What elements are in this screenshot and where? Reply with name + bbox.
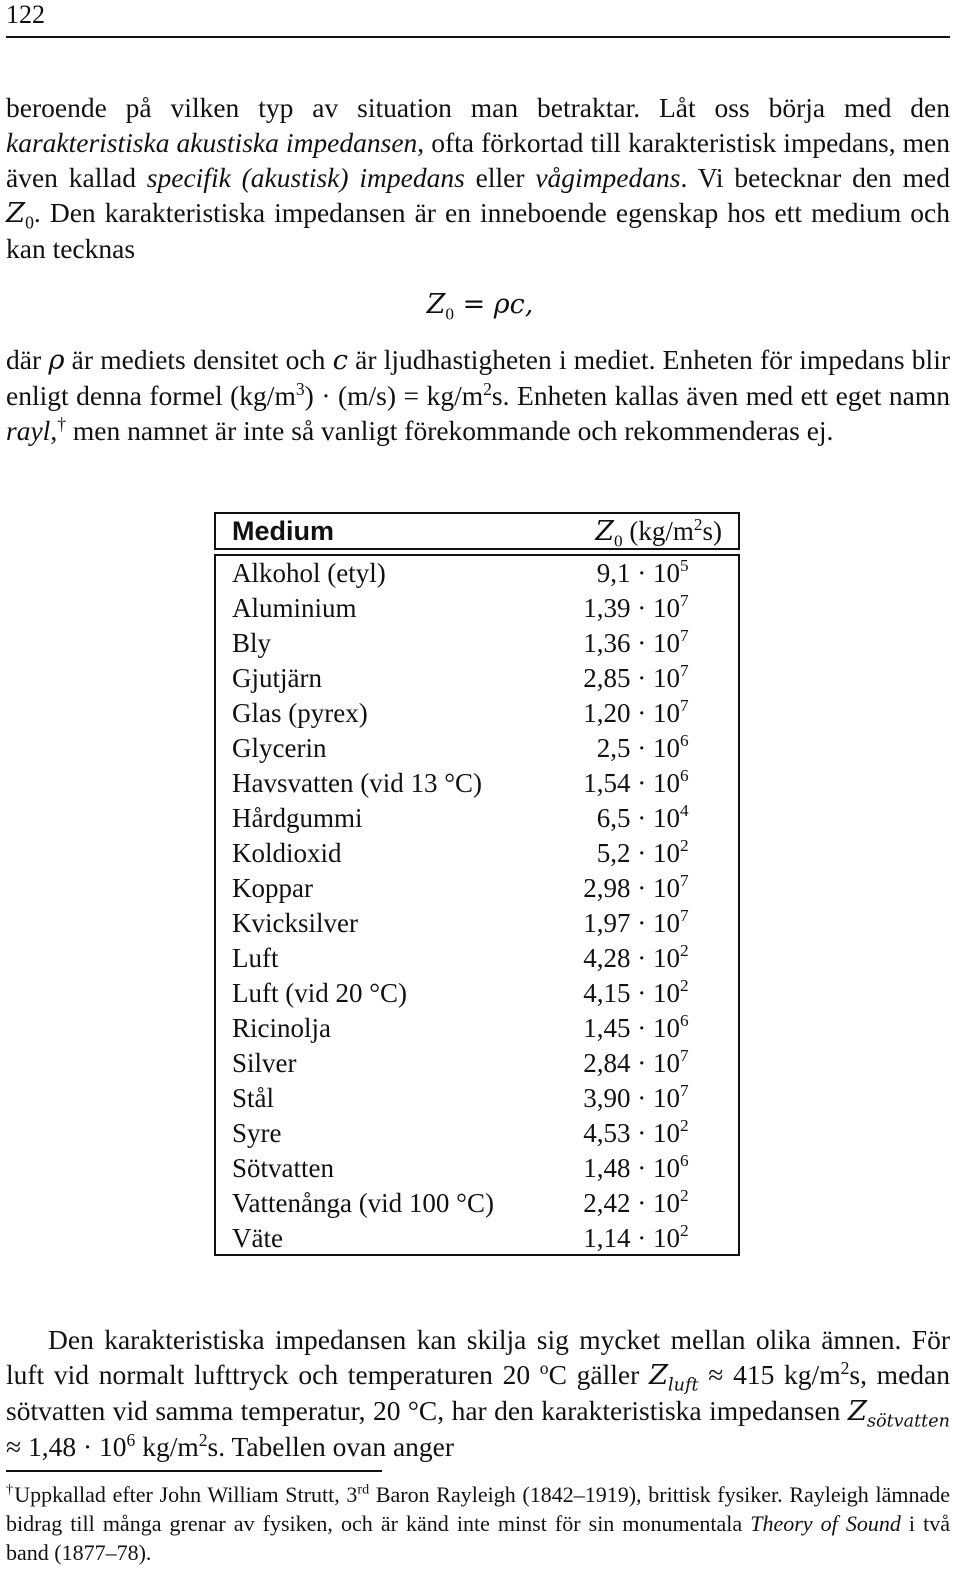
times-ten: · 10 <box>630 1048 680 1078</box>
times-ten: · 10 <box>630 1153 680 1183</box>
superscript: 6 <box>126 1429 136 1450</box>
mantissa: 2,98 <box>583 873 631 903</box>
medium-name: Hårdgummi <box>232 803 363 833</box>
footnote-marker: † <box>6 1481 15 1498</box>
times-ten: · 10 <box>630 838 680 868</box>
impedance-value <box>596 731 689 766</box>
table-row <box>216 836 738 871</box>
header-rule <box>6 36 950 38</box>
exponent: 2 <box>680 836 689 855</box>
footnote-marker[interactable]: † <box>57 413 66 434</box>
mantissa: 1,36 <box>583 628 631 658</box>
impedance-value <box>583 696 689 731</box>
table-header <box>214 512 740 550</box>
impedance-value <box>583 1151 689 1186</box>
exponent: 6 <box>680 766 689 785</box>
exponent: 7 <box>680 906 689 925</box>
math-subscript: 0 <box>613 531 623 551</box>
medium-name: Havsvatten (vid 13 °C) <box>232 768 483 798</box>
exponent: 2 <box>680 1221 689 1240</box>
times-ten: · 10 <box>630 628 680 658</box>
exponent: 7 <box>680 696 689 715</box>
medium-name: Gjutjärn <box>232 663 322 693</box>
math-symbol: Z <box>648 1359 669 1391</box>
table-row <box>216 1151 738 1186</box>
term-emphasis: rayl <box>6 415 51 446</box>
medium-name: Glas (pyrex) <box>232 698 368 728</box>
term-emphasis: specifik (akustisk) impedans <box>146 162 465 193</box>
text: Baron Rayleigh (1842–1919), brittisk fysiker. Rayleigh lämnade bidrag till många grenar av fysiken, och är känd inte minst för sin monumentala <box>6 1482 950 1536</box>
table-row <box>216 591 738 626</box>
text: kg/m <box>135 1431 199 1462</box>
medium-name: Aluminium <box>232 593 357 623</box>
math-subscript: 0 <box>445 304 455 324</box>
exponent: 7 <box>680 626 689 645</box>
table-row <box>216 906 738 941</box>
closing-paragraph <box>6 1322 950 1464</box>
medium-name: Väte <box>232 1223 283 1253</box>
mantissa: 5,2 <box>596 838 631 868</box>
math-symbol: Z <box>426 289 446 320</box>
table-row <box>216 766 738 801</box>
math-subscript: 0 <box>25 212 34 233</box>
book-title: Theory of Sound <box>750 1511 901 1536</box>
impedance-value <box>583 1221 689 1256</box>
medium-name: Koppar <box>232 873 313 903</box>
footnote-rule <box>6 1470 382 1472</box>
times-ten: · 10 <box>630 1083 680 1113</box>
mantissa: 9,1 <box>596 558 631 588</box>
mantissa: 4,53 <box>583 1118 631 1148</box>
impedance-value <box>583 941 689 976</box>
times-ten: · 10 <box>630 1188 680 1218</box>
exponent: 6 <box>680 1011 689 1030</box>
medium-name: Vattenånga (vid 100 °C) <box>232 1188 494 1218</box>
table-row <box>216 1221 738 1256</box>
times-ten: · 10 <box>630 733 680 763</box>
mantissa: 4,28 <box>583 943 631 973</box>
superscript: 3 <box>295 378 305 399</box>
table-row <box>216 871 738 906</box>
medium-name: Koldioxid <box>232 838 342 868</box>
math-symbol: ρ <box>48 344 65 376</box>
times-ten: · 10 <box>630 1223 680 1253</box>
medium-name: Luft (vid 20 °C) <box>232 978 408 1008</box>
medium-name: Kvicksilver <box>232 908 358 938</box>
text: C gäller <box>548 1359 649 1390</box>
unit-text: (kg/m <box>622 516 694 546</box>
mantissa: 1,97 <box>583 908 631 938</box>
column-header-impedance <box>595 514 722 549</box>
text: , ofta förkortad till karakteristisk impedans, men även kallad <box>6 127 950 193</box>
mantissa: 2,85 <box>583 663 631 693</box>
text: är ljudhastigheten i mediet. Enheten för impedans blir enligt denna formel (kg/m <box>6 344 950 411</box>
times-ten: · 10 <box>630 663 680 693</box>
math-subscript: sötvatten <box>866 1411 950 1432</box>
impedance-value <box>583 976 689 1011</box>
medium-name: Alkohol (etyl) <box>232 558 386 588</box>
exponent: 4 <box>680 801 689 820</box>
math-symbol: c <box>332 344 348 376</box>
math-symbol: Z <box>6 197 26 229</box>
superscript: 2 <box>693 515 703 534</box>
text: ≈ 1,48 · 10 <box>6 1431 127 1462</box>
mantissa: 1,14 <box>583 1223 631 1253</box>
exponent: 7 <box>680 1046 689 1065</box>
times-ten: · 10 <box>630 908 680 938</box>
exponent: 2 <box>680 1116 689 1135</box>
medium-name: Stål <box>232 1083 275 1113</box>
medium-name: Luft <box>232 943 279 973</box>
impedance-value <box>583 591 689 626</box>
table-row <box>216 801 738 836</box>
exponent: 2 <box>680 1186 689 1205</box>
exponent: 6 <box>680 1151 689 1170</box>
text: ) · (m/s) = kg/m <box>304 380 484 411</box>
mantissa: 1,20 <box>583 698 631 728</box>
medium-name: Syre <box>232 1118 282 1148</box>
medium-name: Glycerin <box>232 733 327 763</box>
text: s, medan sötvatten vid samma temperatur, 20 °C, har den karakteristiska impedansen <box>6 1359 950 1426</box>
impedance-value <box>583 626 689 661</box>
exponent: 7 <box>680 661 689 680</box>
footnote <box>6 1480 950 1567</box>
exponent: 2 <box>680 976 689 995</box>
exponent: 6 <box>680 731 689 750</box>
term-emphasis: karakteristiska akustiska impedansen <box>6 127 418 158</box>
text: beroende på vilken typ av situation man betraktar. Låt oss börja med den <box>6 92 950 123</box>
mantissa: 2,42 <box>583 1188 631 1218</box>
table-row <box>216 1046 738 1081</box>
table-row <box>216 976 738 1011</box>
impedance-value <box>583 1011 689 1046</box>
medium-name: Sötvatten <box>232 1153 334 1183</box>
times-ten: · 10 <box>630 558 680 588</box>
table-row <box>216 1116 738 1151</box>
times-ten: · 10 <box>630 978 680 1008</box>
equation <box>0 289 960 324</box>
mantissa: 2,84 <box>583 1048 631 1078</box>
mantissa: 1,45 <box>583 1013 631 1043</box>
impedance-value <box>583 871 689 906</box>
mantissa: 4,15 <box>583 978 631 1008</box>
medium-name: Ricinolja <box>232 1013 331 1043</box>
times-ten: · 10 <box>630 1118 680 1148</box>
mantissa: 2,5 <box>596 733 631 763</box>
table-row <box>216 731 738 766</box>
times-ten: · 10 <box>630 593 680 623</box>
table-row <box>216 1081 738 1116</box>
impedance-value <box>583 1046 689 1081</box>
impedance-value <box>583 661 689 696</box>
text: där <box>6 344 49 375</box>
equation-rhs: = ρc, <box>454 289 534 320</box>
impedance-value <box>583 1186 689 1221</box>
impedance-value <box>596 556 689 591</box>
medium-name: Silver <box>232 1048 297 1078</box>
text: . Den karakteristiska impedansen är en inneboende egenskap hos ett medium och kan tecknas <box>6 197 950 264</box>
times-ten: · 10 <box>630 1013 680 1043</box>
definition-paragraph <box>6 342 950 448</box>
table-row <box>216 661 738 696</box>
math-symbol: Z <box>595 516 614 547</box>
table-row <box>216 1186 738 1221</box>
times-ten: · 10 <box>630 803 680 833</box>
text: , <box>50 415 58 446</box>
impedance-value <box>583 1116 689 1151</box>
exponent: 7 <box>680 1081 689 1100</box>
medium-name: Bly <box>232 628 272 658</box>
column-header-medium: Medium <box>232 516 335 546</box>
mantissa: 1,39 <box>583 593 631 623</box>
mantissa: 3,90 <box>583 1083 631 1113</box>
impedance-value <box>583 906 689 941</box>
exponent: 2 <box>680 941 689 960</box>
table-row <box>216 1011 738 1046</box>
impedance-value <box>583 766 689 801</box>
text: . Vi betecknar den med <box>680 162 950 193</box>
text: men namnet är inte så vanligt förekommande och rekommenderas ej. <box>65 415 834 446</box>
text: ≈ 415 kg/m <box>698 1359 841 1390</box>
times-ten: · 10 <box>630 943 680 973</box>
math-subscript: luft <box>668 1375 699 1396</box>
mantissa: 6,5 <box>596 803 631 833</box>
impedance-value <box>583 1081 689 1116</box>
text: i två band (1877–78). <box>6 1511 950 1565</box>
mantissa: 1,54 <box>583 768 631 798</box>
page-number: 122 <box>6 0 45 29</box>
exponent: 7 <box>680 591 689 610</box>
text: s. Enheten kallas även med ett eget namn <box>491 380 951 411</box>
text: s. Tabellen ovan anger <box>207 1431 455 1462</box>
intro-paragraph <box>6 90 950 266</box>
superscript: o <box>539 1357 549 1378</box>
times-ten: · 10 <box>630 768 680 798</box>
mantissa: 1,48 <box>583 1153 631 1183</box>
superscript: 2 <box>198 1429 208 1450</box>
times-ten: · 10 <box>630 698 680 728</box>
superscript: 2 <box>840 1357 850 1378</box>
text: Den karakteristiska impedansen kan skilja sig mycket mellan olika ämnen. För luft vid normalt lufttryck och temperaturen 20 <box>6 1324 950 1390</box>
superscript: rd <box>357 1481 370 1498</box>
exponent: 5 <box>680 556 689 575</box>
unit-text: s) <box>702 516 722 546</box>
impedance-table <box>214 554 740 1256</box>
impedance-value <box>596 801 689 836</box>
math-symbol: Z <box>847 1395 867 1427</box>
times-ten: · 10 <box>630 873 680 903</box>
table-row <box>216 941 738 976</box>
exponent: 7 <box>680 871 689 890</box>
impedance-value <box>596 836 689 871</box>
table-row <box>216 556 738 591</box>
superscript: 2 <box>483 378 492 399</box>
table-row <box>216 626 738 661</box>
term-emphasis: vågimpedans <box>535 162 681 193</box>
text: Uppkallad efter John William Strutt, 3 <box>14 1482 358 1507</box>
table-row <box>216 696 738 731</box>
text: är mediets densitet och <box>64 344 333 375</box>
text: eller <box>464 162 536 193</box>
